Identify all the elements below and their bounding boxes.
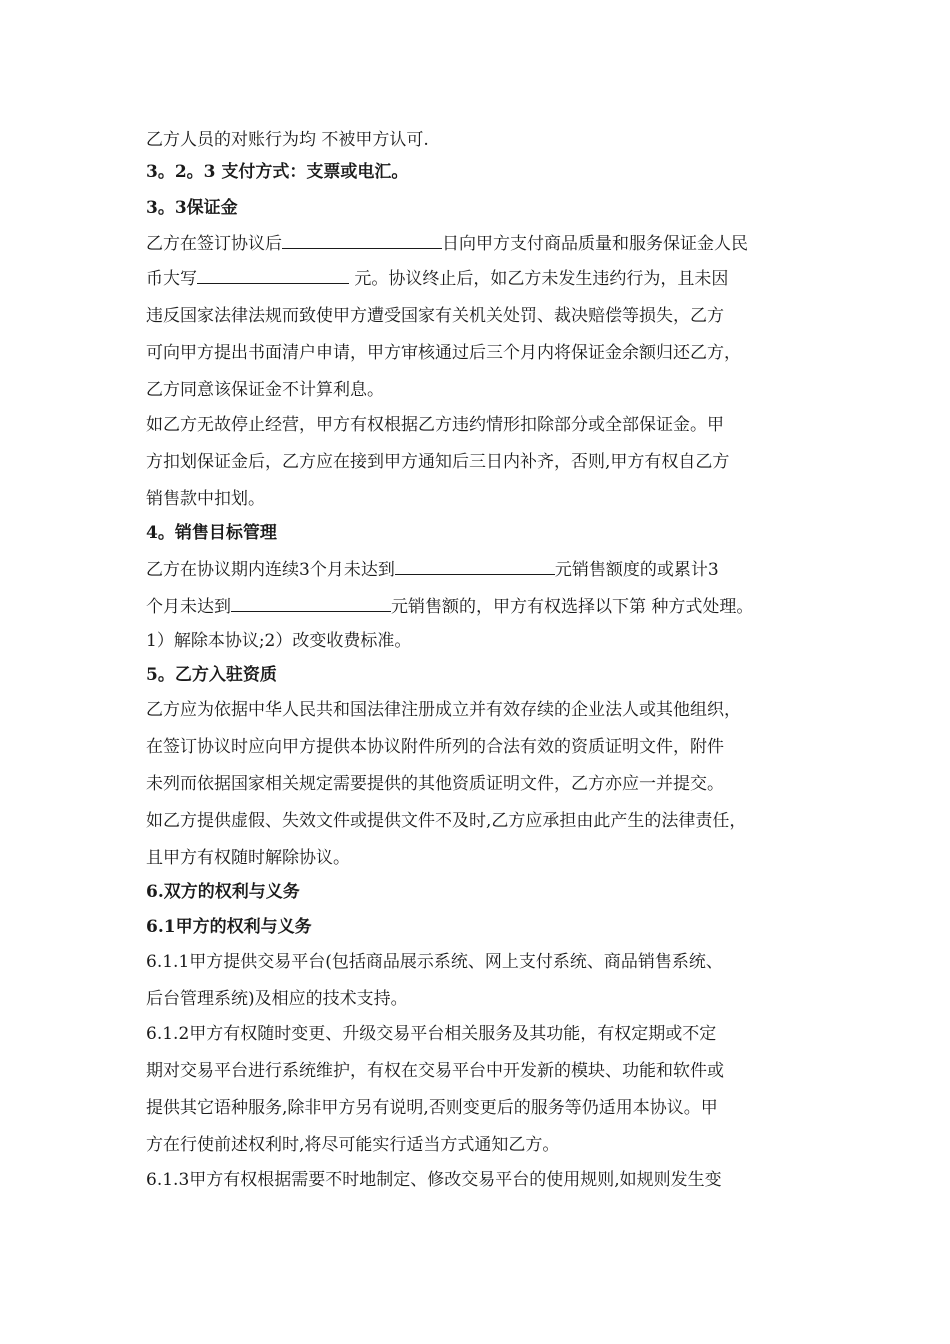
- paragraph-line: [146, 230, 826, 256]
- paragraph-line: 销售款中扣划。: [146, 489, 265, 509]
- paragraph-line: 如乙方提供虚假、失效文件或提供文件不及时,乙方应承担由此产生的法律责任，: [146, 811, 747, 831]
- paragraph-line: 如乙方无故停止经营，甲方有权根据乙方违约情形扣除部分或全部保证金。甲: [146, 415, 724, 435]
- text-span: 个月未达到: [146, 597, 231, 617]
- paragraph-line: 可向甲方提出书面清户申请，甲方审核通过后三个月内将保证金余额归还乙方，: [146, 343, 741, 363]
- paragraph-line: 6.1.1甲方提供交易平台(包括商品展示系统、网上支付系统、商品销售系统、: [146, 952, 723, 972]
- paragraph-line: 期对交易平台进行系统维护，有权在交易平台中开发新的模块、功能和软件或: [146, 1061, 724, 1081]
- fill-in-blank[interactable]: [231, 593, 391, 612]
- paragraph-line: [146, 556, 826, 582]
- text-span: 乙方在签订协议后: [146, 234, 282, 254]
- text-span: 元销售额的，甲方有权选择以下第 种方式处理。: [391, 597, 754, 617]
- paragraph-line: [146, 265, 826, 291]
- fill-in-blank[interactable]: [282, 230, 442, 249]
- section-heading: 4。销售目标管理: [146, 523, 277, 543]
- paragraph-line: 方在行使前述权利时,将尽可能实行适当方式通知乙方。: [146, 1135, 560, 1155]
- section-heading: 5。乙方入驻资质: [146, 665, 277, 685]
- paragraph-line: 后台管理系统)及相应的技术支持。: [146, 989, 408, 1009]
- text-span: 币大写: [146, 269, 197, 289]
- paragraph-line: 方扣划保证金后，乙方应在接到甲方通知后三日内补齐，否则,甲方有权自乙方: [146, 452, 730, 472]
- text-span: 日向甲方支付商品质量和服务保证金人民: [442, 234, 748, 254]
- text-span: 乙方在协议期内连续3个月未达到: [146, 560, 395, 580]
- text-span: 元。协议终止后，如乙方未发生违约行为，且未因: [349, 269, 729, 289]
- paragraph-line: 提供其它语种服务,除非甲方另有说明,否则变更后的服务等仍适用本协议。甲: [146, 1098, 718, 1118]
- paragraph-line: 违反国家法律法规而致使甲方遭受国家有关机关处罚、裁决赔偿等损失，乙方: [146, 306, 724, 326]
- paragraph-line: 乙方同意该保证金不计算利息。: [146, 380, 384, 400]
- fill-in-blank[interactable]: [395, 556, 555, 575]
- paragraph-line: 且甲方有权随时解除协议。: [146, 848, 350, 868]
- paragraph-line: 1）解除本协议;2）改变收费标准。: [146, 631, 412, 651]
- paragraph-line: 在签订协议时应向甲方提供本协议附件所列的合法有效的资质证明文件，附件: [146, 737, 724, 757]
- paragraph-line: 未列而依据国家相关规定需要提供的其他资质证明文件，乙方亦应一并提交。: [146, 774, 724, 794]
- section-heading: 6.双方的权利与义务: [146, 882, 300, 902]
- clause-heading: 3。2。3 支付方式：支票或电汇。: [146, 162, 409, 182]
- paragraph-line: [146, 593, 826, 619]
- fill-in-blank[interactable]: [197, 265, 349, 284]
- clause-heading: 3。3保证金: [146, 198, 238, 218]
- paragraph-line: 6.1.3甲方有权根据需要不时地制定、修改交易平台的使用规则,如规则发生变: [146, 1170, 722, 1190]
- clause-heading: 6.1甲方的权利与义务: [146, 917, 312, 937]
- text-span: 元销售额度的或累计3: [554, 560, 719, 580]
- paragraph-line: 乙方应为依据中华人民共和国法律注册成立并有效存续的企业法人或其他组织，: [146, 700, 741, 720]
- paragraph-line: 乙方人员的对账行为均 不被甲方认可.: [146, 130, 429, 150]
- paragraph-line: 6.1.2甲方有权随时变更、升级交易平台相关服务及其功能，有权定期或不定: [146, 1024, 717, 1044]
